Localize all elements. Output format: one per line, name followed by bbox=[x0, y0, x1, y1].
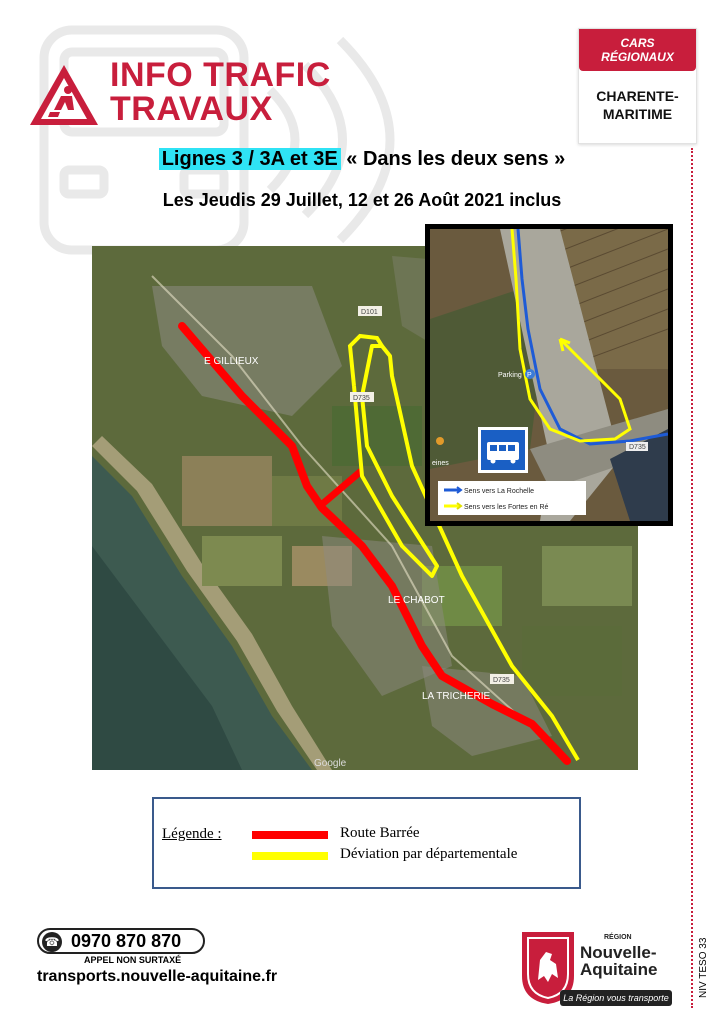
place-label: LE CHABOT bbox=[388, 595, 445, 606]
phone-icon: ☎ bbox=[42, 932, 62, 952]
department-name bbox=[579, 71, 696, 123]
direction-text: « Dans les deux sens » bbox=[346, 148, 566, 170]
inset-map bbox=[425, 224, 673, 526]
place-label: LA TRICHERIE bbox=[422, 691, 491, 702]
bus-stop-sign-icon bbox=[478, 427, 528, 473]
legend-swatch-detour bbox=[252, 852, 328, 860]
legend-title: Légende : bbox=[162, 826, 222, 842]
legend-swatch-closed-road bbox=[252, 831, 328, 839]
place-label: E GILLIEUX bbox=[204, 356, 259, 367]
dates-heading: Les Jeudis 29 Juillet, 12 et 26 Août 2021 inclus bbox=[162, 190, 562, 210]
svg-text:P: P bbox=[527, 372, 532, 379]
inset-road-label: D735 bbox=[629, 444, 646, 451]
inset-side-label: eines bbox=[432, 460, 449, 467]
title-line-2: TRAVAUX bbox=[110, 90, 273, 128]
road-label: D101 bbox=[361, 309, 378, 316]
inset-place-label: Parking bbox=[498, 372, 522, 379]
inset-legend-blue: Sens vers La Rochelle bbox=[464, 488, 535, 495]
cars-regionaux-banner bbox=[579, 29, 696, 71]
road-label: D735 bbox=[353, 395, 370, 402]
legend-label-detour: Déviation par départementale bbox=[340, 846, 518, 862]
phone-number-pill[interactable] bbox=[37, 928, 205, 954]
region-tagline: La Région vous transporte bbox=[560, 990, 672, 1006]
document-code-text: NIV TESO 33 bbox=[698, 937, 709, 998]
lines-highlight: Lignes 3 / 3A et 3E bbox=[159, 148, 341, 170]
map-attribution: Google bbox=[314, 758, 347, 769]
regionaux-label: RÉGIONAUX bbox=[601, 50, 674, 64]
department-line-2: MARITIME bbox=[602, 106, 673, 122]
region-name-line-2: Aquitaine bbox=[580, 960, 658, 979]
phone-number: 0970 870 870 bbox=[71, 931, 182, 951]
legend-box bbox=[152, 797, 581, 889]
region-small-label: RÉGION bbox=[604, 934, 632, 941]
inset-legend-yellow: Sens vers les Fortes en Ré bbox=[464, 504, 549, 511]
title-line-1: INFO TRAFIC bbox=[110, 56, 331, 94]
cars-regionaux-card bbox=[578, 28, 697, 144]
department-line-1: CHARENTE- bbox=[596, 88, 679, 104]
page-title bbox=[110, 58, 331, 126]
roadwork-warning-icon bbox=[28, 62, 100, 128]
region-name-line-1: Nouvelle- bbox=[580, 943, 657, 962]
inset-map-svg bbox=[430, 229, 668, 521]
region-nouvelle-aquitaine-logo bbox=[520, 928, 684, 1010]
legend-label-closed-road: Route Barrée bbox=[340, 825, 420, 841]
phone-note: APPEL NON SURTAXÉ bbox=[84, 955, 182, 965]
decorative-dotted-line bbox=[691, 148, 693, 1008]
road-label: D735 bbox=[493, 677, 510, 684]
cars-label: CARS bbox=[620, 36, 655, 50]
document-code bbox=[696, 930, 710, 1000]
lines-heading bbox=[0, 148, 724, 171]
inset-legend bbox=[438, 481, 586, 515]
region-name bbox=[580, 944, 657, 978]
website-link[interactable]: transports.nouvelle-aquitaine.fr bbox=[37, 968, 278, 985]
